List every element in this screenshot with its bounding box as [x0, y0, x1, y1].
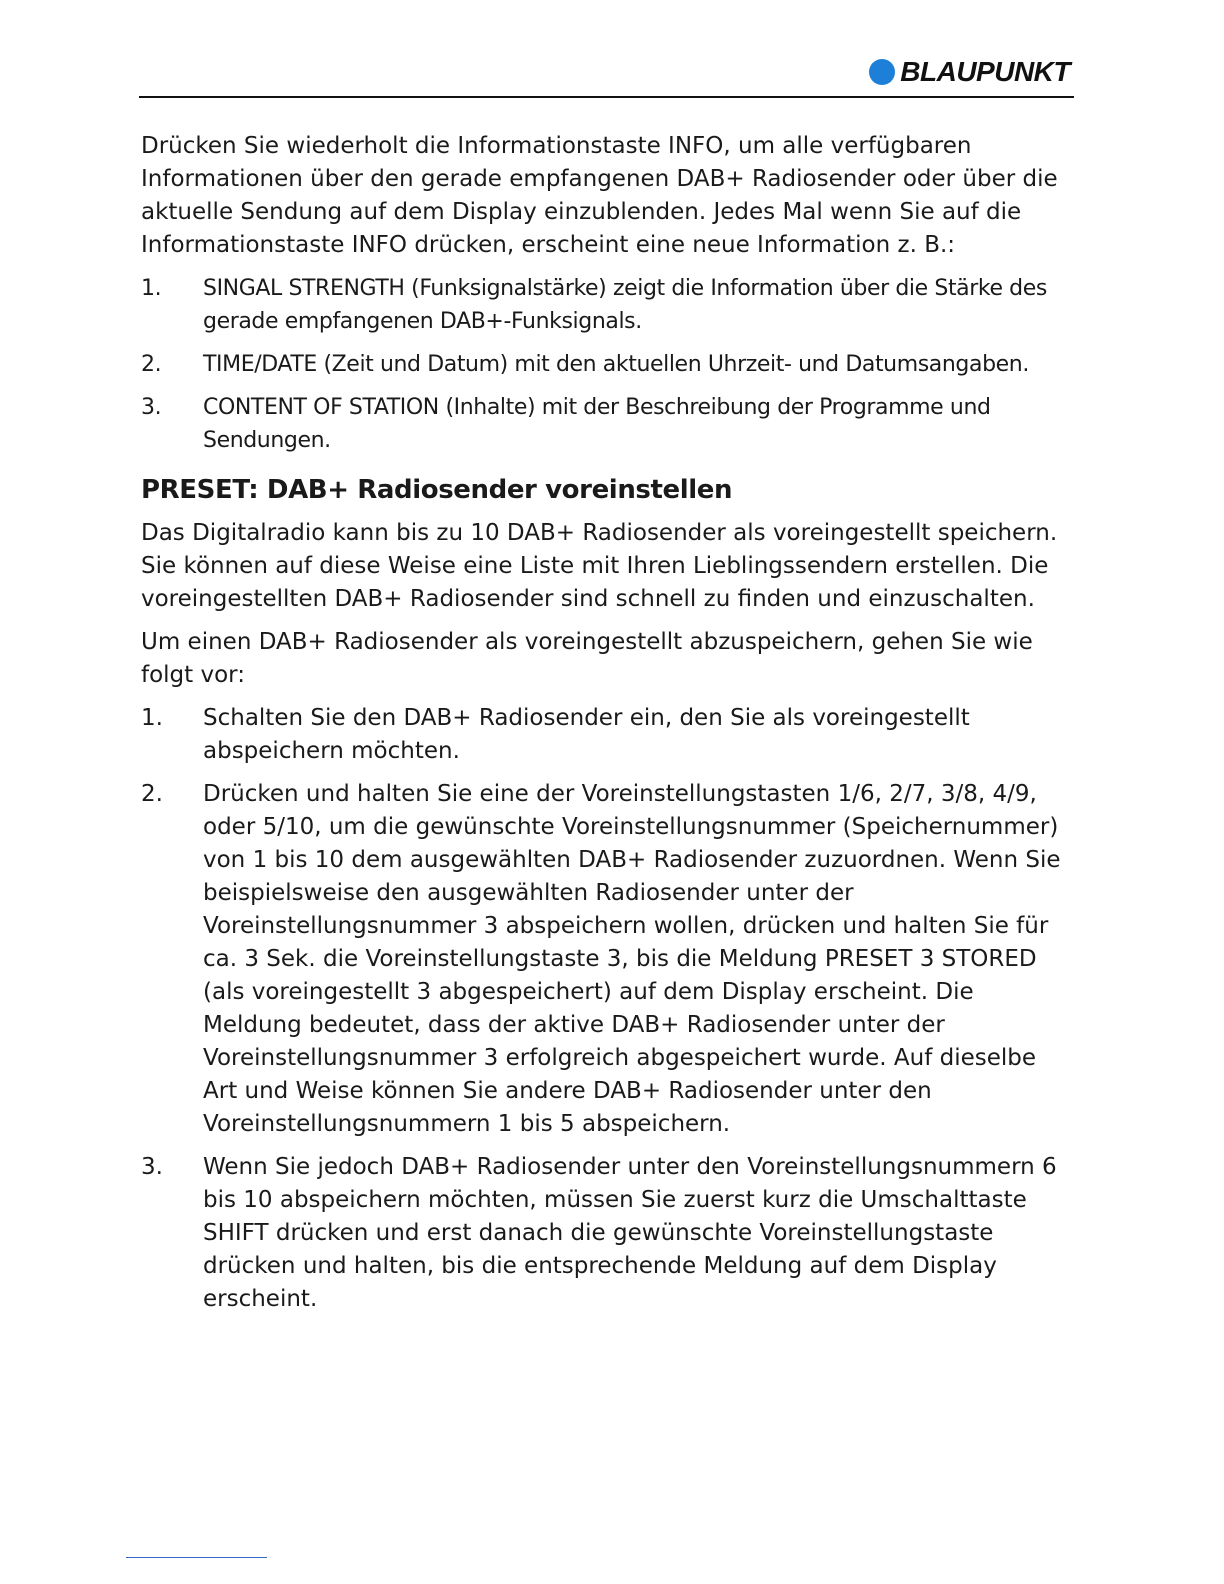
- preset-steps-list: [141, 702, 1071, 1316]
- list-item-text: Schalten Sie den DAB+ Radiosender ein, den Sie als voreingestellt abspeichern möchten.: [203, 705, 970, 764]
- brand-logo: [869, 56, 1070, 88]
- list-item-number: 3.: [141, 1154, 163, 1180]
- list-item-number: 2.: [141, 781, 163, 807]
- preset-paragraph-1: Das Digitalradio kann bis zu 10 DAB+ Radiosender als voreingestellt speichern. Sie können auf diese Weise eine Liste mit Ihren Lieblingssendern erstellen. Die voreingestellten DAB+ Radiosender sind schnell zu finden und einzuschalten.: [141, 520, 1058, 612]
- list-item: [141, 702, 1071, 768]
- page-content: [141, 130, 1071, 1326]
- list-item-text: TIME/DATE (Zeit und Datum) mit den aktuellen Uhrzeit- und Datumsangaben.: [203, 352, 1029, 377]
- list-item-text: CONTENT OF STATION (Inhalte) mit der Beschreibung der Programme und Sendungen.: [203, 395, 991, 453]
- footer-link-line: [126, 1557, 267, 1558]
- list-item-number: 2.: [141, 352, 162, 377]
- section-heading: PRESET: DAB+ Radiosender voreinstellen: [141, 475, 733, 505]
- page-header: [139, 50, 1074, 98]
- list-item: [141, 348, 1071, 381]
- list-item: [141, 778, 1071, 1141]
- info-list: [141, 272, 1071, 457]
- list-item: [141, 1151, 1071, 1316]
- list-item: [141, 391, 1071, 457]
- list-item-number: 3.: [141, 395, 162, 420]
- preset-paragraph-2: Um einen DAB+ Radiosender als voreingestellt abzuspeichern, gehen Sie wie folgt vor:: [141, 629, 1033, 688]
- list-item: [141, 272, 1071, 338]
- intro-paragraph: Drücken Sie wiederholt die Informationstaste INFO, um alle verfügbaren Informationen über den gerade empfangenen DAB+ Radiosender oder über die aktuelle Sendung auf dem Display einzublenden. Jedes Mal wenn Sie auf die Informationstaste INFO drücken, erscheint eine neue Information z. B.:: [141, 133, 1058, 258]
- list-item-text: Drücken und halten Sie eine der Voreinstellungstasten 1/6, 2/7, 3/8, 4/9, oder 5/10, um die gewünschte Voreinstellungsnummer (Speichernummer) von 1 bis 10 dem ausgewählten DAB+ Radiosender zuzuordnen. Wenn Sie beispielsweise den ausgewählten Radiosender unter der Voreinstellungsnummer 3 abspeichern wollen, drücken und halten Sie für ca. 3 Sek. die Voreinstellungstaste 3, bis die Meldung PRESET 3 STORED (als voreingestellt 3 abgespeichert) auf dem Display erscheint. Die Meldung bedeutet, dass der aktive DAB+ Radiosender unter der Voreinstellungsnummer 3 erfolgreich abgespeichert wurde. Auf dieselbe Art und Weise können Sie andere DAB+ Radiosender unter den Voreinstellungsnummern 1 bis 5 abspeichern.: [203, 781, 1061, 1137]
- brand-dot-icon: [869, 59, 895, 85]
- list-item-number: 1.: [141, 276, 162, 301]
- list-item-text: Wenn Sie jedoch DAB+ Radiosender unter den Voreinstellungsnummern 6 bis 10 abspeichern möchten, müssen Sie zuerst kurz die Umschalttaste SHIFT drücken und erst danach die gewünschte Voreinstellungstaste drücken und halten, bis die entsprechende Meldung auf dem Display erscheint.: [203, 1154, 1057, 1312]
- brand-name: BLAUPUNKT: [900, 56, 1070, 87]
- list-item-text: SINGAL STRENGTH (Funksignalstärke) zeigt die Information über die Stärke des gerade empfangenen DAB+-Funksignals.: [203, 276, 1047, 334]
- list-item-number: 1.: [141, 705, 163, 731]
